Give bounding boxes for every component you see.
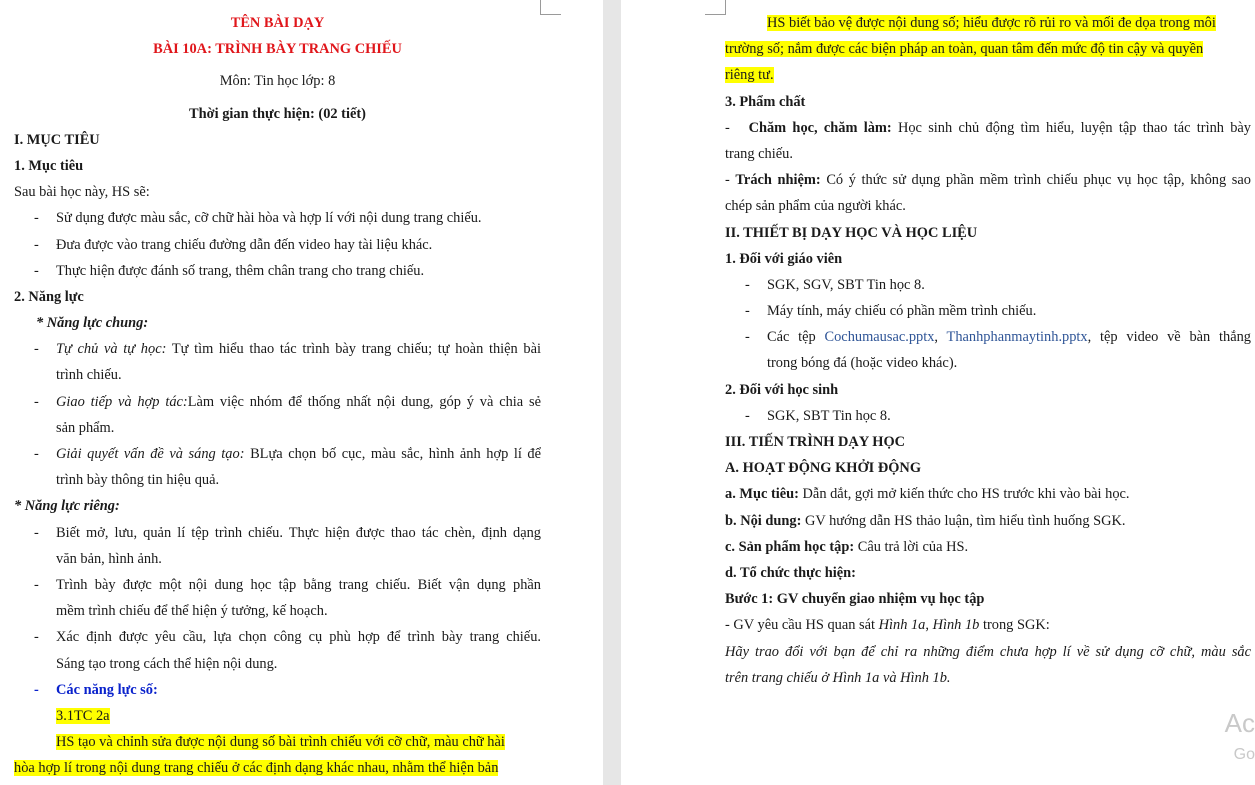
- document-page-left: [0, 0, 603, 785]
- separator: ,: [934, 329, 947, 346]
- teacher-item-text: , tệp video về bàn thắng: [1087, 329, 1251, 346]
- teacher-item-continuation: trong bóng đá (hoặc video khác).: [767, 355, 958, 372]
- specific-competency-heading: * Năng lực riêng:: [14, 498, 120, 515]
- quality-label: Chăm học, chăm làm:: [748, 119, 892, 136]
- highlighted-paragraph: HS biết bảo vệ được nội dung số; hiểu được rõ rủi ro và mối đe dọa trong môi: [767, 15, 1216, 31]
- specific-item: - Xác định được yêu cầu, lựa chọn công cụ phù hợp để trình bày trang chiếu.: [14, 624, 541, 650]
- activation-watermark-sub: Go: [1233, 746, 1255, 763]
- request-text: - GV yêu cầu HS quan sát: [725, 617, 879, 634]
- quality-item: - Trách nhiệm: Có ý thức sử dụng phần mềm trình chiếu phục vụ học tập, không sao: [725, 172, 1251, 189]
- figure-ref: Hình 1b: [932, 617, 980, 634]
- competency-label: Tự chủ và tự học:: [56, 341, 167, 358]
- goal-item: - Đưa được vào trang chiếu đường dẫn đến video hay tài liệu khác.: [14, 232, 541, 258]
- activity-content: [725, 508, 1251, 534]
- specific-item: - Trình bày được một nội dung học tập bằng trang chiếu. Biết vận dụng phần: [14, 572, 541, 598]
- intro-text: Sau bài học này, HS sẽ:: [14, 184, 150, 201]
- activity-heading: A. HOẠT ĐỘNG KHỞI ĐỘNG: [725, 460, 922, 477]
- competency-label: Giao tiếp và hợp tác:: [56, 393, 188, 410]
- competency-item: [14, 389, 541, 415]
- competency-item: [14, 441, 541, 467]
- lesson-subtitle: BÀI 10A: TRÌNH BÀY TRANG CHIẾU: [153, 41, 402, 58]
- step-heading: Bước 1: GV chuyển giao nhiệm vụ học tập: [725, 591, 985, 608]
- duration-line: Thời gian thực hiện: (02 tiết): [189, 105, 366, 122]
- competency-continuation: sản phẩm.: [56, 419, 115, 436]
- teacher-item: - SGK, SGV, SBT Tin học 8.: [725, 272, 1251, 298]
- file-link-cochumausac[interactable]: Cochumausac.pptx: [824, 329, 935, 346]
- quality-continuation: chép sản phẩm của người khác.: [725, 198, 906, 215]
- file-link-thanhphanmaytinh[interactable]: Thanhphanmaytinh.pptx: [946, 329, 1088, 346]
- student-item: - SGK, SBT Tin học 8.: [725, 403, 1251, 429]
- highlighted-paragraph: trường số; nắm được các biện pháp an toàn, quan tâm đến mức độ tin cậy và quyền: [725, 41, 1204, 58]
- activity-label: c. Sản phẩm học tập:: [725, 538, 855, 555]
- task-quote: trên trang chiếu ở Hình 1a và Hình 1b.: [725, 669, 951, 686]
- section-heading-equipment: II. THIẾT BỊ DẠY HỌC VÀ HỌC LIỆU: [725, 224, 978, 241]
- subsection-qualities: 3. Phẩm chất: [725, 93, 806, 110]
- teacher-item: [725, 324, 1251, 350]
- request-text: trong SGK:: [979, 617, 1050, 634]
- teacher-request: [725, 612, 1251, 638]
- document-page-right: [621, 0, 1255, 785]
- activity-label: a. Mục tiêu:: [725, 486, 799, 503]
- activity-organization: d. Tổ chức thực hiện:: [725, 564, 856, 581]
- digital-competency-heading: - Các năng lực số:: [14, 677, 541, 703]
- activity-text: Câu trả lời của HS.: [854, 538, 969, 555]
- activity-product: [725, 534, 1251, 560]
- quality-label: Trách nhiệm:: [735, 172, 821, 189]
- task-quote: Hãy trao đổi với bạn để chỉ ra những điểm chưa hợp lí về sử dụng cỡ chữ, màu sắc: [725, 643, 1251, 660]
- page-corner-mark: [705, 0, 726, 15]
- subsection-goals: 1. Mục tiêu: [14, 157, 84, 174]
- page-corner-mark: [540, 0, 561, 15]
- teacher-item-text: Các tệp: [767, 329, 825, 346]
- activity-label: b. Nội dung:: [725, 512, 802, 529]
- competency-label: Giải quyết vấn đề và sáng tạo:: [56, 446, 245, 462]
- specific-continuation: mềm trình chiếu để thể hiện ý tưởng, kế hoạch.: [56, 603, 328, 620]
- general-competency-heading: * Năng lực chung:: [36, 315, 149, 332]
- specific-continuation: văn bản, hình ảnh.: [56, 550, 162, 567]
- subsection-student: 2. Đối với học sinh: [725, 381, 839, 398]
- competency-text: Làm việc nhóm để thống nhất nội dung, góp ý và chia sẻ: [187, 393, 541, 410]
- quality-continuation: trang chiếu.: [725, 145, 793, 162]
- figure-ref: Hình 1a: [878, 617, 926, 634]
- subject-line: Môn: Tin học lớp: 8: [219, 73, 336, 90]
- subsection-competencies: 2. Năng lực: [14, 288, 84, 305]
- competency-item: [14, 336, 541, 362]
- activation-watermark: Ac: [1224, 708, 1255, 738]
- quality-item: - Chăm học, chăm làm: Học sinh chủ động tìm hiểu, luyện tập thao tác trình bày: [725, 119, 1251, 136]
- competency-continuation: trình bày thông tin hiệu quả.: [56, 472, 220, 489]
- separator: ,: [925, 617, 933, 634]
- lesson-title: TÊN BÀI DẠY: [230, 15, 325, 31]
- competency-text: Tự tìm hiểu thao tác trình bày trang chiếu; tự hoàn thiện bài: [166, 341, 541, 358]
- highlighted-paragraph: riêng tư.: [725, 67, 774, 84]
- subsection-teacher: 1. Đối với giáo viên: [725, 250, 843, 267]
- specific-continuation: Sáng tạo trong cách thể hiện nội dung.: [56, 655, 278, 672]
- goal-item: - Sử dụng được màu sắc, cỡ chữ hài hòa và hợp lí với nội dung trang chiếu.: [14, 205, 541, 231]
- competency-text: BLựa chọn bố cục, màu sắc, hình ảnh hợp lí để: [244, 446, 541, 462]
- teacher-item: - Máy tính, máy chiếu có phần mềm trình chiếu.: [725, 298, 1251, 324]
- activity-text: GV hướng dẫn HS thảo luận, tìm hiểu tình huống SGK.: [801, 512, 1126, 529]
- goal-item: - Thực hiện được đánh số trang, thêm chân trang cho trang chiếu.: [14, 258, 541, 284]
- competency-continuation: trình chiếu.: [56, 367, 122, 384]
- quality-text: Có ý thức sử dụng phần mềm trình chiếu phục vụ học tập, không sao: [820, 172, 1251, 189]
- activity-goal: [725, 481, 1251, 507]
- activity-text: Dẫn dắt, gợi mở kiến thức cho HS trước khi vào bài học.: [798, 486, 1130, 503]
- specific-item: - Biết mở, lưu, quản lí tệp trình chiếu. Thực hiện được thao tác chèn, định dạng: [14, 520, 541, 546]
- digital-competency-text: HS tạo và chỉnh sửa được nội dung số bài trình chiếu với cỡ chữ, màu chữ hài: [56, 734, 505, 751]
- quality-text: Học sinh chủ động tìm hiểu, luyện tập thao tác trình bày: [891, 119, 1251, 136]
- digital-competency-code: 3.1TC 2a: [56, 707, 110, 724]
- section-heading-objectives: I. MỤC TIÊU: [14, 131, 100, 148]
- section-heading-process: III. TIẾN TRÌNH DẠY HỌC: [725, 434, 906, 450]
- digital-competency-text: hòa hợp lí trong nội dung trang chiếu ở các định dạng khác nhau, nhằm thể hiện bản: [14, 760, 499, 777]
